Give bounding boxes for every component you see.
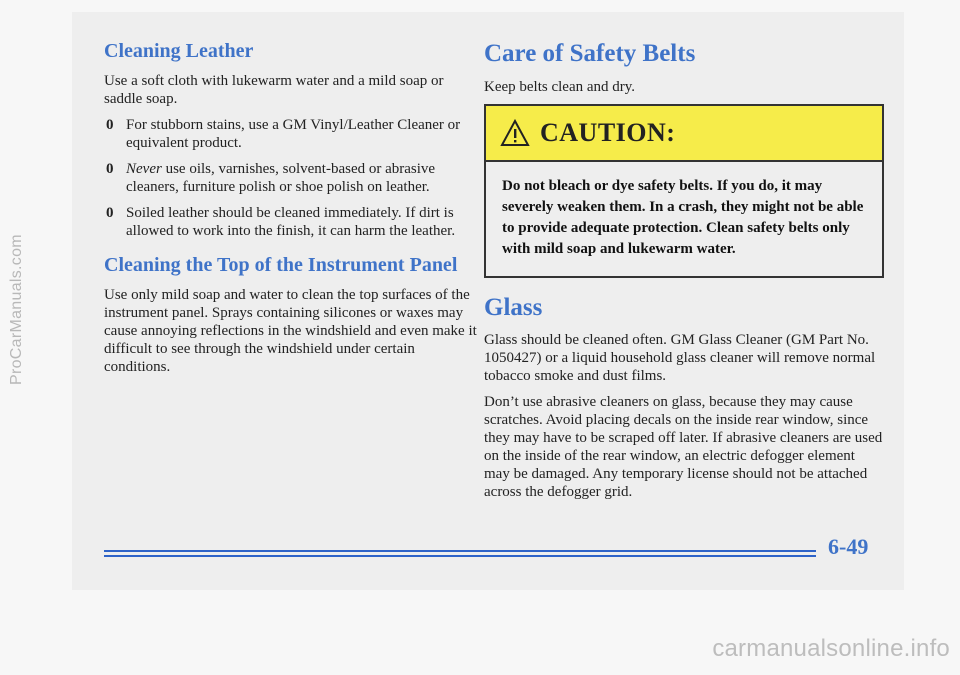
safety-belts-body: Keep belts clean and dry. [484,78,636,95]
glass-paragraph-1: Glass should be cleaned often. GM Glass Cleaner (GM Part No. 1050427) or a liquid household glass cleaner will remove normal tobacco smoke and dust films. [484,332,876,384]
bullet-text: For stubborn stains, use a GM Vinyl/Leather Cleaner or equivalent product. [126,117,461,151]
bullet-emphasis: Never [126,161,162,177]
list-item [104,160,484,196]
heading-care-of-safety-belts: Care of Safety Belts [484,40,696,67]
heading-cleaning-leather: Cleaning Leather [104,40,254,62]
right-column [484,40,884,509]
side-watermark: ProCarManuals.com [8,234,25,386]
instrument-panel-body: Use only mild soap and water to clean the top surfaces of the instrument panel. Sprays containing silicones or waxes may cause annoying reflections in the windshield and even make it difficult to see through the windshield under certain conditions. [104,287,477,375]
footer-rule [104,550,816,552]
heading-instrument-panel: Cleaning the Top of the Instrument Panel [104,254,458,276]
glass-paragraph-2: Don’t use abrasive cleaners on glass, because they may cause scratches. Avoid placing decals on the inside rear window, since they may have to be scraped off later. If abrasive cleaners are used on the inside of the rear window, an electric defogger element may be damaged. Any temporary license should not be attached across the defogger grid. [484,394,883,500]
left-column [104,40,484,384]
list-item [104,116,484,152]
caution-box [484,104,884,278]
caution-header [486,106,882,162]
heading-glass: Glass [484,293,543,321]
list-item [104,204,484,240]
page-number: 6-49 [828,534,869,559]
caution-text: Do not bleach or dye safety belts. If you do, it may severely weaken them. In a crash, they might not be able to provide adequate protection. Clean safety belts only with mild soap and lukewarm water. [502,177,864,257]
bullet-marker: 0 [106,161,114,177]
footer-rule [104,555,816,557]
caution-title: CAUTION: [540,117,676,147]
leather-bullets [104,116,484,240]
bullet-text: use oils, varnishes, solvent-based or abrasive cleaners, furniture polish or shoe polish on leather. [126,161,436,195]
bullet-marker: 0 [106,205,114,221]
bullet-marker: 0 [106,117,114,133]
bullet-text: Soiled leather should be cleaned immediately. If dirt is allowed to work into the finish, it can harm the leather. [126,205,456,239]
bottom-watermark: carmanualsonline.info [712,635,950,662]
leather-intro: Use a soft cloth with lukewarm water and a mild soap or saddle soap. [104,73,444,107]
warning-triangle-icon [500,118,530,148]
manual-page [72,12,904,590]
